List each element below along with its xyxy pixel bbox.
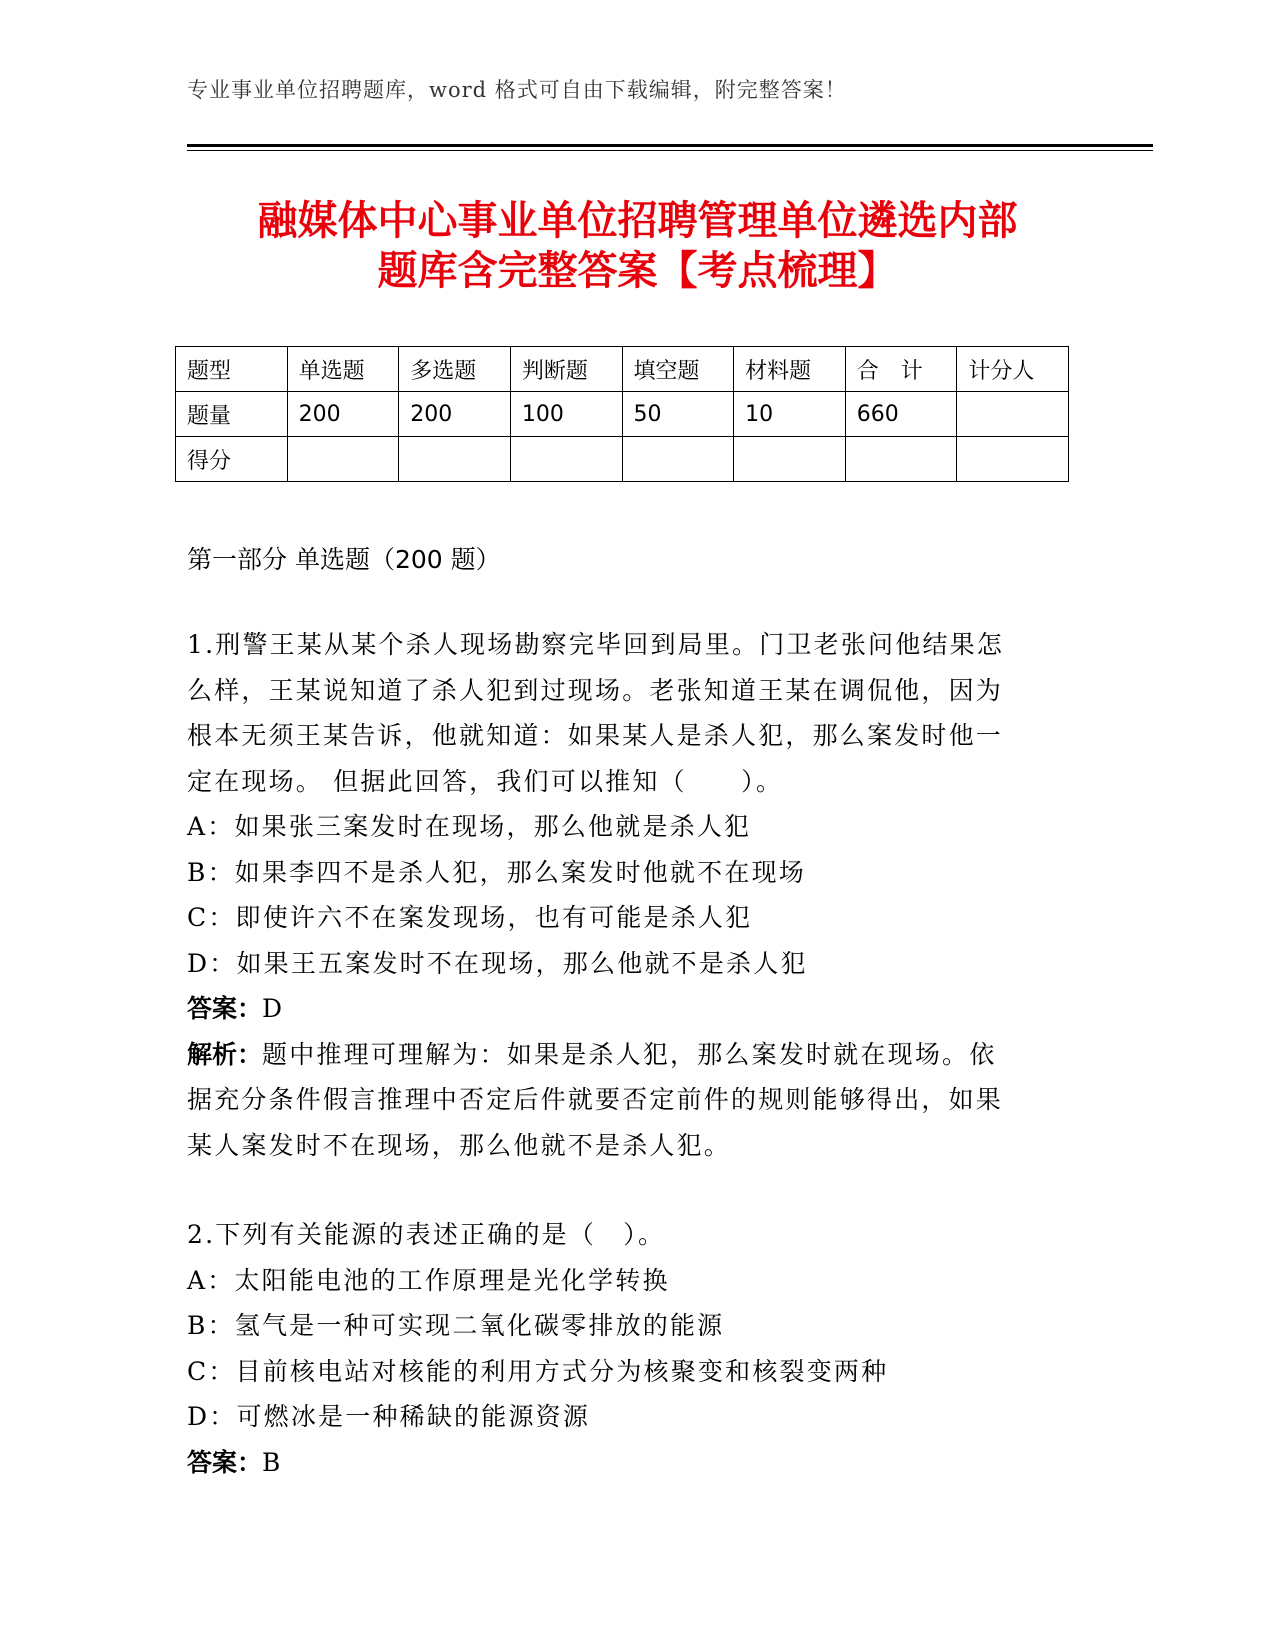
- header-note: 专业事业单位招聘题库，word 格式可自由下载编辑，附完整答案！: [187, 78, 847, 102]
- q1-analysis-line: [187, 1032, 1067, 1078]
- score-table-count-row: [176, 392, 1069, 437]
- question-2: [187, 1212, 1067, 1485]
- score-table: [175, 346, 1069, 482]
- section-title: 第一部分 单选题（200 题）: [187, 545, 501, 574]
- cell-count-scorer: [957, 392, 1069, 437]
- q2-option-a: A：太阳能电池的工作原理是光化学转换: [187, 1265, 670, 1295]
- q2-answer-value: B: [262, 1447, 283, 1477]
- question-1: [187, 622, 1067, 1168]
- q1-stem-line: 1.刑警王某从某个杀人现场勘察完毕回到局里。门卫老张问他结果怎: [187, 630, 1005, 659]
- cell-score-total: [845, 437, 957, 482]
- title-line-1: 融媒体中心事业单位招聘管理单位遴选内部: [257, 198, 1018, 244]
- cell-count-material: 10: [734, 392, 846, 437]
- cell-material: 材料题: [734, 347, 846, 392]
- q1-stem-line: 根本无须王某告诉，他就知道：如果某人是杀人犯，那么案发时他一: [187, 721, 1004, 750]
- header-rule-thin: [187, 150, 1153, 151]
- cell-count-label: 题量: [176, 392, 288, 437]
- cell-score-multi: [399, 437, 511, 482]
- cell-fill-blank: 填空题: [622, 347, 734, 392]
- q2-option-b: B：氢气是一种可实现二氧化碳零排放的能源: [187, 1311, 725, 1340]
- cell-score-single: [287, 437, 399, 482]
- cell-count-single: 200: [287, 392, 399, 437]
- q1-stem-line: 定在现场。 但据此回答，我们可以推知（ ）。: [187, 766, 784, 796]
- q2-stem: 2.下列有关能源的表述正确的是（ ）。: [187, 1220, 666, 1249]
- cell-scorer: 计分人: [957, 347, 1069, 392]
- q1-answer-label: 答案：: [187, 994, 263, 1023]
- q1-analysis-text: 题中推理可理解为：如果是杀人犯，那么案发时就在现场。依: [262, 1039, 997, 1069]
- cell-count-total: 660: [845, 392, 957, 437]
- q2-option-c: C：目前核电站对核能的利用方式分为核聚变和核裂变两种: [187, 1356, 889, 1386]
- q1-option-a: A：如果张三案发时在现场，那么他就是杀人犯: [187, 812, 752, 841]
- q1-option-d: D：如果王五案发时不在现场，那么他就不是杀人犯: [187, 948, 808, 978]
- cell-multi-choice: 多选题: [399, 347, 511, 392]
- q2-answer: [187, 1440, 1067, 1486]
- cell-total: 合 计: [845, 347, 957, 392]
- q2-option-d: D：可燃冰是一种稀缺的能源资源: [187, 1402, 591, 1431]
- q1-option-c: C：即使许六不在案发现场，也有可能是杀人犯: [187, 903, 753, 932]
- cell-count-multi: 200: [399, 392, 511, 437]
- header-rule-thick: [187, 144, 1153, 147]
- score-table-score-row: [176, 437, 1069, 482]
- cell-score-judge: [510, 437, 622, 482]
- q1-analysis-label: 解析：: [187, 1039, 263, 1069]
- document-title: [150, 196, 1125, 296]
- q1-answer: [187, 986, 1067, 1032]
- title-line-2: 题库含完整答案【考点梳理】: [377, 248, 898, 294]
- q1-analysis-line: 据充分条件假言推理中否定后件就要否定前件的规则能够得出，如果: [187, 1085, 1004, 1114]
- q2-answer-label: 答案：: [187, 1447, 263, 1477]
- cell-score-scorer: [957, 437, 1069, 482]
- cell-single-choice: 单选题: [287, 347, 399, 392]
- cell-score-label: 得分: [176, 437, 288, 482]
- cell-count-judge: 100: [510, 392, 622, 437]
- cell-count-fill: 50: [622, 392, 734, 437]
- q1-option-b: B：如果李四不是杀人犯，那么案发时他就不在现场: [187, 857, 806, 887]
- q1-stem-line: 么样，王某说知道了杀人犯到过现场。老张知道王某在调侃他，因为: [187, 675, 1004, 705]
- cell-true-false: 判断题: [510, 347, 622, 392]
- q1-analysis-line: 某人案发时不在现场，那么他就不是杀人犯。: [187, 1130, 732, 1160]
- cell-score-material: [734, 437, 846, 482]
- q1-answer-value: D: [262, 994, 285, 1023]
- cell-type-label: 题型: [176, 347, 288, 392]
- cell-score-fill: [622, 437, 734, 482]
- score-table-header-row: [176, 347, 1069, 392]
